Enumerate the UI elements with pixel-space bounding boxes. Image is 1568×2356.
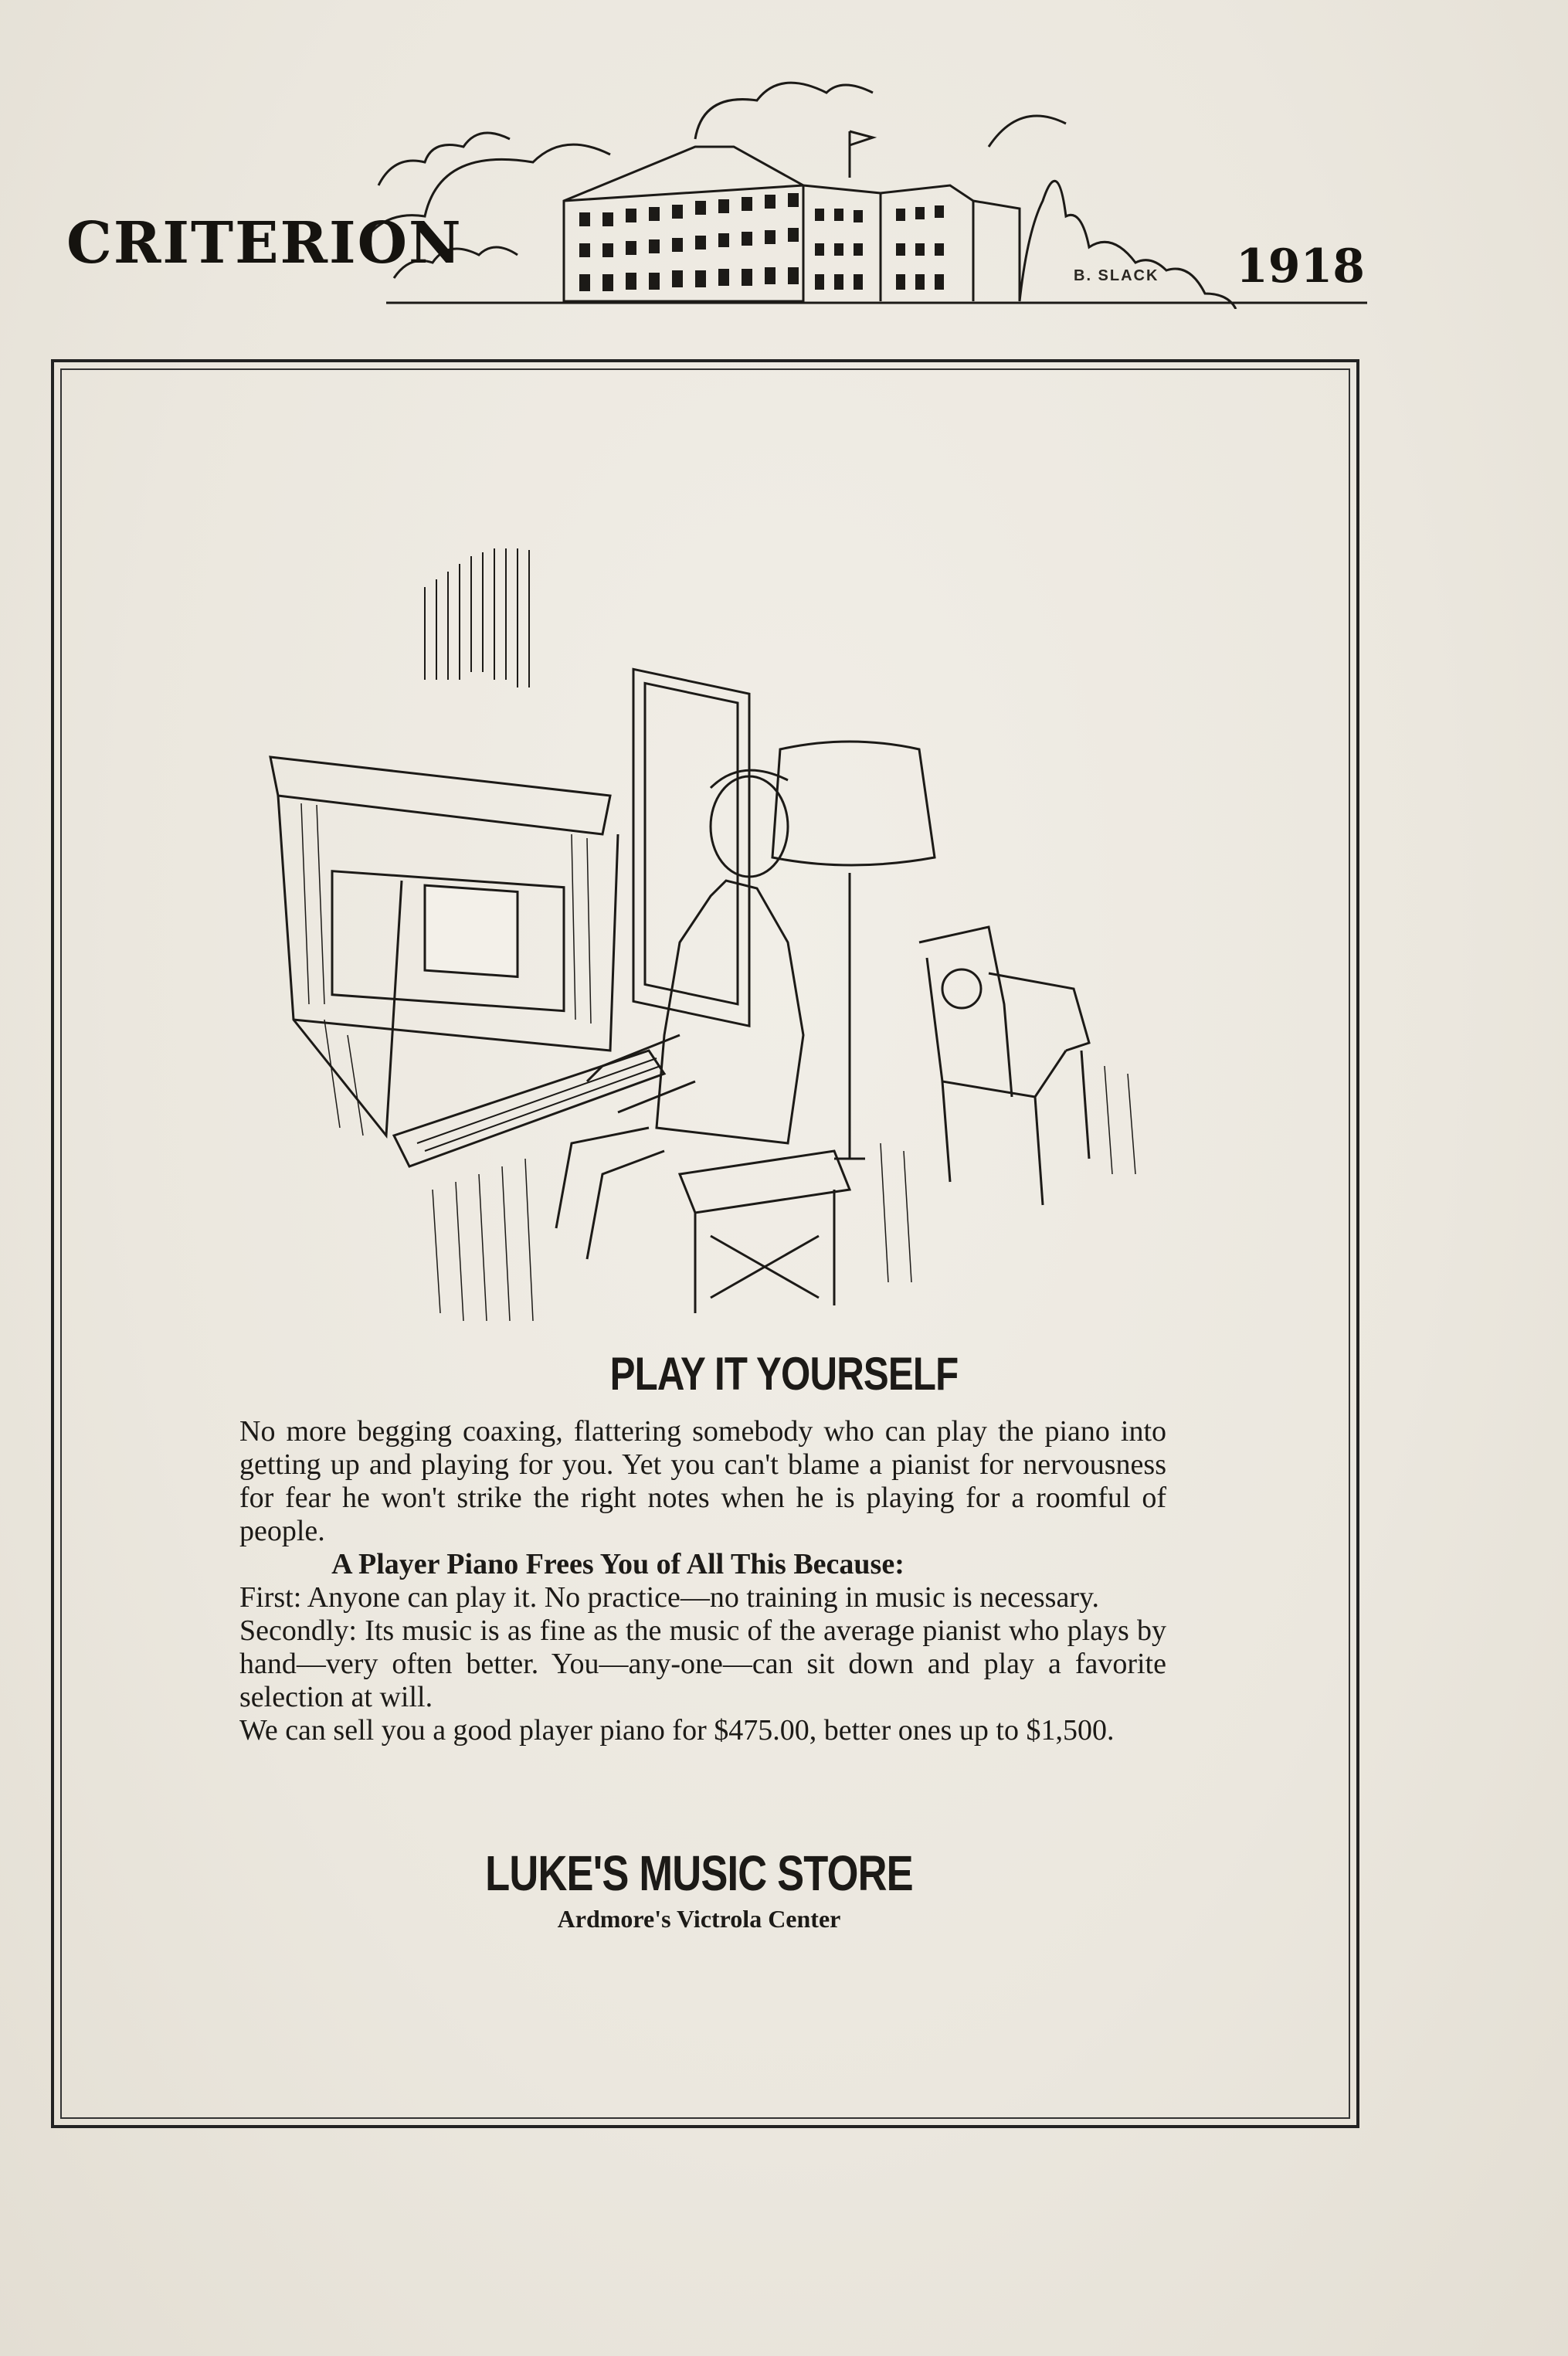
masthead-year: 1918 (1236, 239, 1365, 294)
player-piano-illustration (247, 541, 1174, 1344)
ad-paragraph-secondly: Secondly: Its music is as fine as the music of the average pianist who plays by hand—very often better. You—any-one—can sit down and play a favorite selection at will. (239, 1614, 1166, 1713)
ad-body-copy (239, 1415, 1166, 1747)
ad-paragraph-intro: No more begging coaxing, flattering somebody who can play the piano into getting up and playing for you. Yet you can't blame a pianist for nervousness for fear he won't strike the right notes when he is playing for a roomful of people. (239, 1415, 1166, 1547)
ad-paragraph-first: First: Anyone can play it. No practice—no training in music is necessary. (239, 1581, 1100, 1614)
artist-signature: B. SLACK (1074, 267, 1159, 284)
campus-building-drawing (371, 54, 1375, 309)
ad-headline: PLAY IT YOURSELF (609, 1348, 959, 1400)
store-name: LUKE'S MUSIC STORE (485, 1845, 913, 1901)
masthead-title: CRITERION (66, 210, 463, 277)
ad-paragraph-price: We can sell you a good player piano for $475.00, better ones up to $1,500. (239, 1714, 1115, 1747)
masthead (0, 0, 1568, 324)
store-tagline: Ardmore's Victrola Center (557, 1905, 841, 1933)
ad-subhead: A Player Piano Frees You of All This Because: (331, 1548, 904, 1580)
